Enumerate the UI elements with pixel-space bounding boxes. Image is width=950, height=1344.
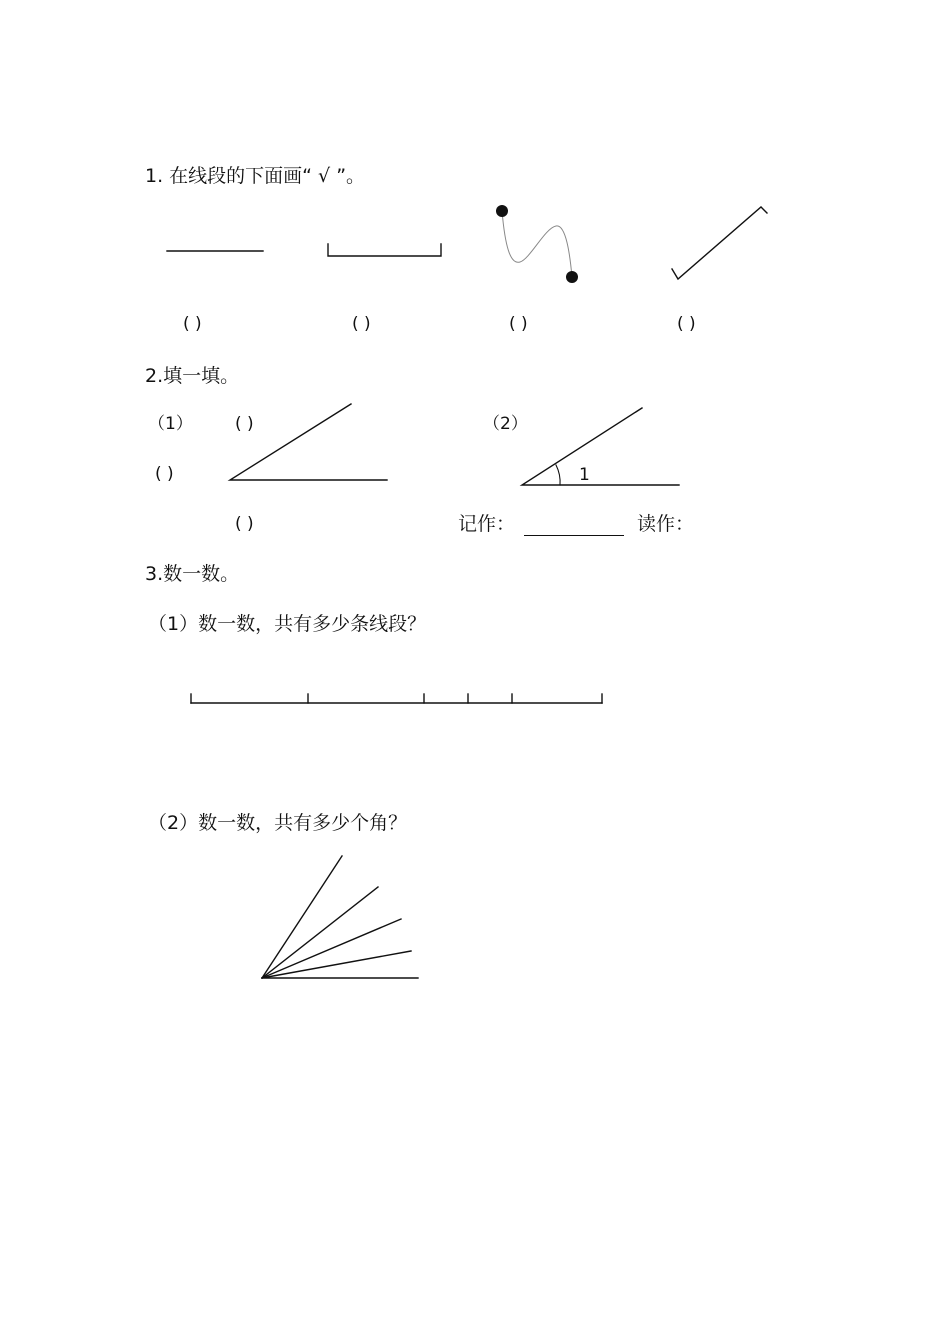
q2-prompt: 2.填一填。 (145, 365, 240, 387)
q1-curve-dot-end (566, 271, 578, 283)
q1-answer-blank-2[interactable]: ( ) (352, 314, 371, 334)
q1-curve-dot-start (496, 205, 508, 217)
q1-prompt: 1. 在线段的下面画“ √ ”。 (145, 165, 366, 187)
q3-angle-fan (262, 856, 418, 978)
q1-answer-blank-1[interactable]: ( ) (183, 314, 202, 334)
q1-shape-curve (502, 211, 572, 277)
q1-answer-blank-4[interactable]: ( ) (677, 314, 696, 334)
q2-part1-blank-bottom[interactable]: ( ) (235, 514, 254, 534)
q2-part1-blank-top[interactable]: ( ) (235, 414, 254, 434)
q1-shape-slanted-segment (672, 207, 767, 279)
q1-answer-blank-3[interactable]: ( ) (509, 314, 528, 334)
q3-part1-question: （1）数一数，共有多少条线段？ (148, 613, 427, 635)
q3-segment-line (191, 694, 602, 703)
q2-part1-label: （1） (148, 414, 193, 434)
q2-record-label: 记作： (458, 513, 516, 535)
q1-shape-segment (328, 244, 441, 256)
q2-record-input[interactable] (524, 523, 624, 536)
q2-part1-blank-vertex[interactable]: ( ) (155, 464, 174, 484)
q3-prompt: 3.数一数。 (145, 563, 240, 585)
q2-part2-label: （2） (483, 414, 528, 434)
q2-part2-angle (522, 408, 679, 485)
q2-angle-mark: 1 (579, 465, 590, 485)
q3-part2-question: （2）数一数，共有多少个角？ (148, 812, 408, 834)
q2-part2-angle-arc (556, 465, 560, 485)
q2-read-label: 读作： (637, 513, 695, 535)
